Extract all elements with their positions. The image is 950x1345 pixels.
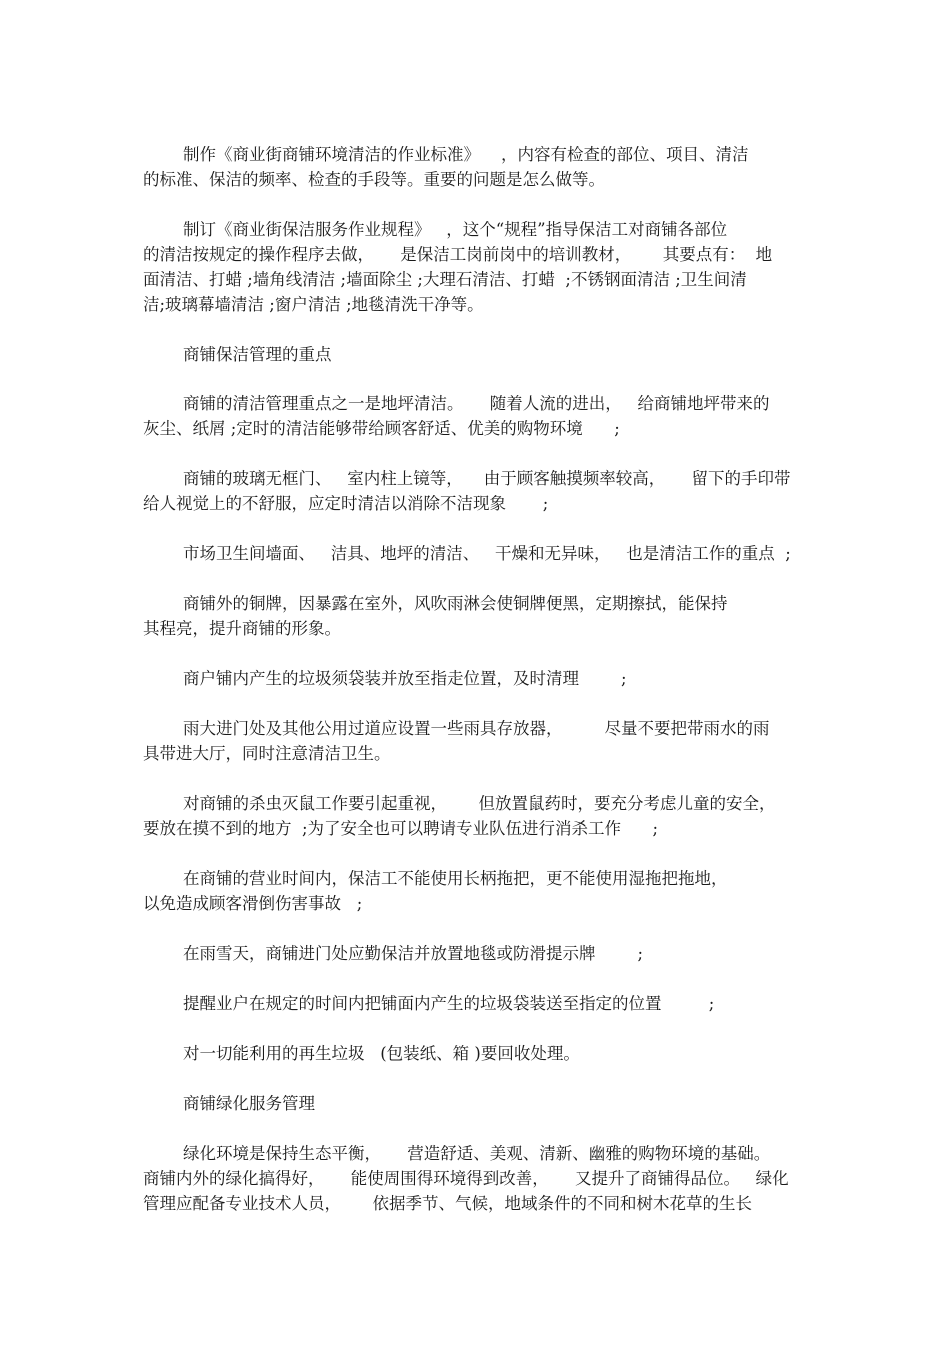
paragraph-line: 的标准、保洁的频率、检查的手段等。重要的问题是怎么做等。 (143, 170, 605, 189)
paragraph-line: 提醒业户在规定的时间内把铺面内产生的垃圾袋装送至指定的位置 ; (183, 994, 715, 1013)
paragraph-line: 面清洁、打蜡 ;墙角线清洁 ;墙面除尘 ;大理石清洁、打蜡 ;不锈钢面清洁 ;卫生间清 (143, 270, 747, 289)
paragraph-line: 商铺的玻璃无框门、 室内柱上镜等， 由于顾客触摸频率较高， 留下的手印带 (183, 469, 791, 488)
paragraph-line: 要放在摸不到的地方 ;为了安全也可以聘请专业队伍进行消杀工作 ; (143, 819, 659, 838)
paragraph-line: 商铺内外的绿化搞得好， 能使周围得环境得到改善， 又提升了商铺得品位。 绿化 (143, 1169, 789, 1188)
paragraph-line: 商铺绿化服务管理 (183, 1094, 315, 1113)
paragraph-line: 商户铺内产生的垃圾须袋装并放至指走位置，及时清理 ; (183, 669, 627, 688)
paragraph-line: 在商铺的营业时间内，保洁工不能使用长柄拖把，更不能使用湿拖把拖地， (183, 869, 728, 888)
paragraph-line: 其程亮，提升商铺的形象。 (143, 619, 341, 638)
paragraph-line: 在雨雪天，商铺进门处应勤保洁并放置地毯或防滑提示牌 ; (183, 944, 644, 963)
paragraph-line: 以免造成顾客滑倒伤害事故 ; (143, 894, 363, 913)
paragraph-line: 制订《商业街保洁服务作业规程》 ，这个“规程”指导保洁工对商铺各部位 (183, 220, 728, 239)
paragraph-line: 商铺的清洁管理重点之一是地坪清洁。 随着人流的进出， 给商铺地坪带来的 (183, 394, 770, 413)
paragraph-line: 洁;玻璃幕墙清洁 ;窗户清洁 ;地毯清洗干净等。 (143, 295, 484, 314)
paragraph-line: 绿化环境是保持生态平衡， 营造舒适、美观、清新、幽雅的购物环境的基础。 (183, 1144, 771, 1163)
paragraph-line: 的清洁按规定的操作程序去做， 是保洁工岗前岗中的培训教材， 其要点有： 地 (143, 245, 773, 264)
paragraph-line: 对商铺的杀虫灭鼠工作要引起重视， 但放置鼠药时，要充分考虑儿童的安全， (183, 794, 776, 813)
paragraph-line: 商铺外的铜牌，因暴露在室外，风吹雨淋会使铜牌便黑，定期擦拭，能保持 (183, 594, 728, 613)
paragraph-line: 管理应配备专业技术人员， 依据季节、气候，地域条件的不同和树木花草的生长 (143, 1194, 752, 1213)
paragraph-line: 市场卫生间墙面、 洁具、地坪的清洁、 干燥和无异味， 也是清洁工作的重点 ; (183, 544, 791, 563)
paragraph-line: 具带进大厅，同时注意清洁卫生。 (143, 744, 391, 763)
paragraph-line: 对一切能利用的再生垃圾 (包装纸、箱 )要回收处理。 (183, 1044, 580, 1063)
paragraph-line: 商铺保洁管理的重点 (183, 345, 332, 364)
paragraph-line: 给人视觉上的不舒服，应定时清洁以消除不洁现象 ; (143, 494, 549, 513)
paragraph-line: 雨大进门处及其他公用过道应设置一些雨具存放器， 尽量不要把带雨水的雨 (183, 719, 770, 738)
paragraph-line: 灰尘、纸屑 ;定时的清洁能够带给顾客舒适、优美的购物环境 ; (143, 419, 620, 438)
paragraph-line: 制作《商业街商铺环境清洁的作业标准》 ，内容有检查的部位、项目、清洁 (183, 145, 749, 164)
